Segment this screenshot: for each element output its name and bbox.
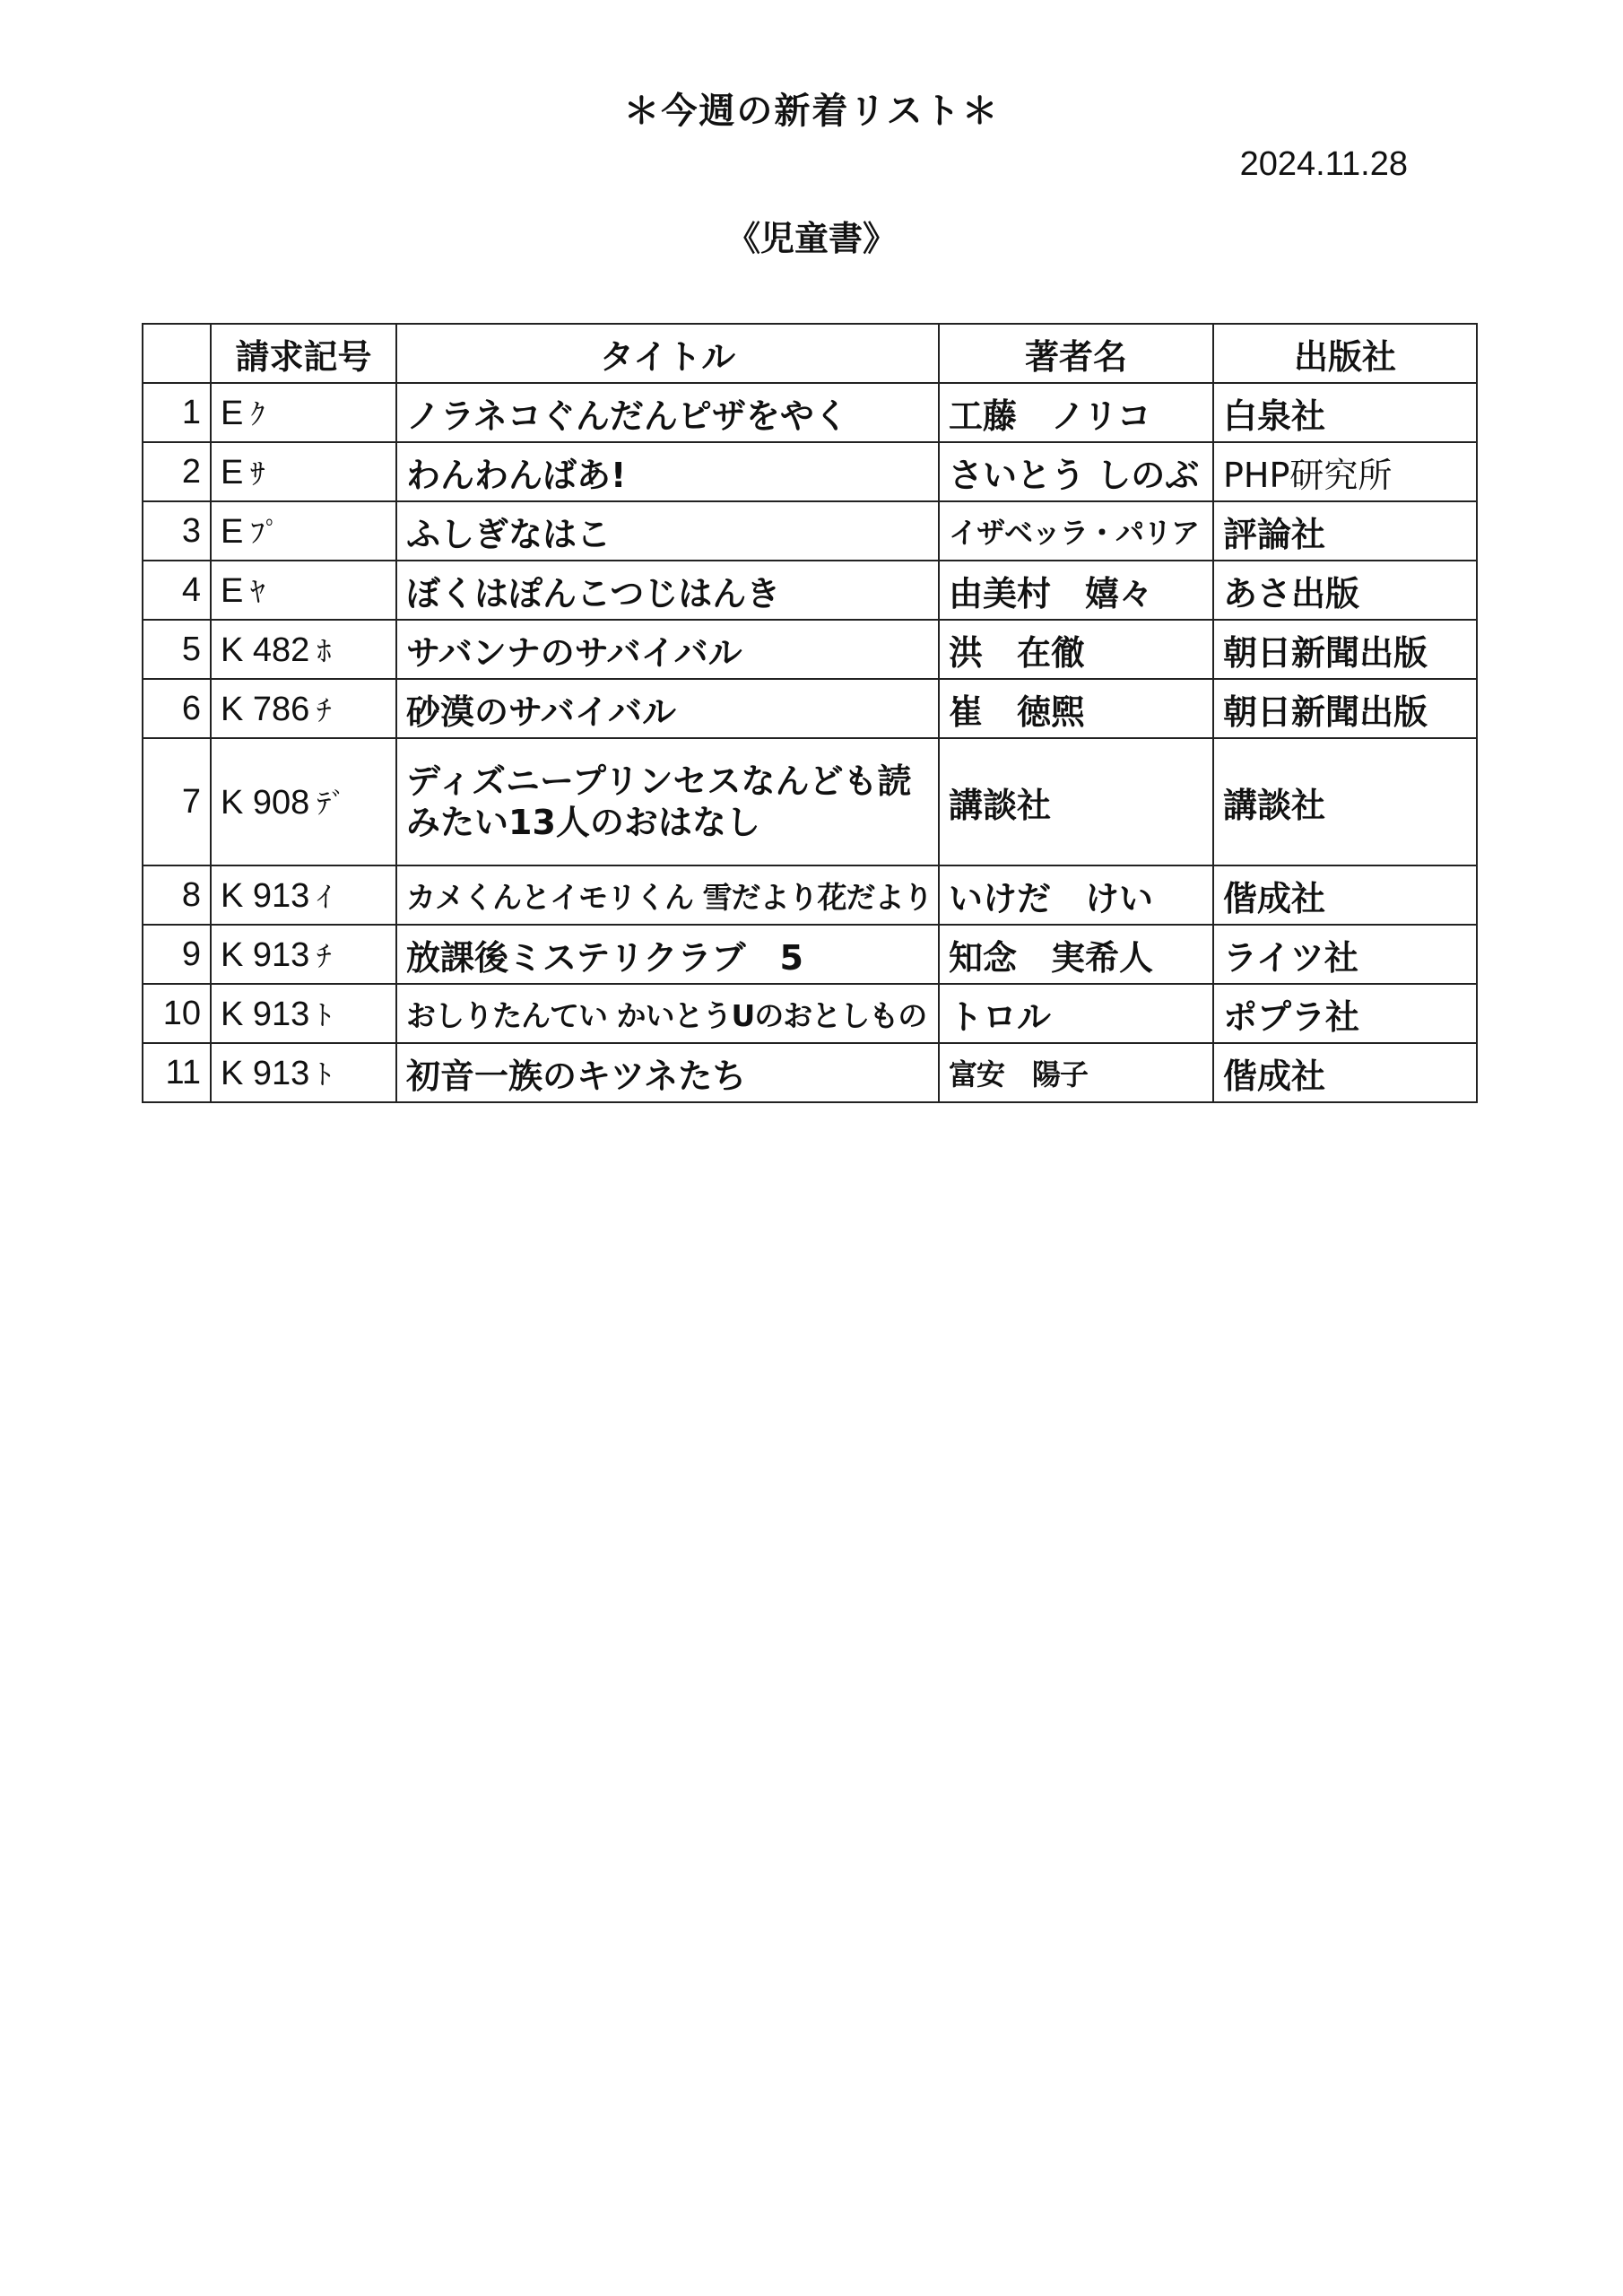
book-title: ふしぎなはこ: [396, 501, 939, 561]
book-author: 崔 徳煕: [939, 679, 1213, 738]
book-author: 洪 在徹: [939, 620, 1213, 679]
row-number: 7: [143, 738, 211, 865]
book-publisher: 白泉社: [1213, 383, 1477, 442]
book-author: 講談社: [939, 738, 1213, 865]
call-class: E: [221, 454, 244, 491]
row-number: 1: [143, 383, 211, 442]
book-title: 放課後ミステリクラブ 5: [396, 925, 939, 984]
call-class: K 786: [221, 691, 310, 728]
column-header-title: タイトル: [396, 324, 939, 383]
call-kana: ﾁ: [317, 939, 332, 973]
call-number: [211, 561, 396, 620]
table-row: [143, 738, 1477, 865]
book-title: おしりたんてい かいとうUのおとしもの: [396, 984, 939, 1043]
call-number: [211, 865, 396, 925]
call-kana: ｲ: [317, 880, 332, 914]
call-class: K 913: [221, 1055, 310, 1092]
book-title: ディズニープリンセスなんども読みたい13人のおはなし: [396, 738, 939, 865]
book-author: 知念 実希人: [939, 925, 1213, 984]
call-number: [211, 679, 396, 738]
row-number: 2: [143, 442, 211, 501]
column-header-author: 著者名: [939, 324, 1213, 383]
book-author: 富安 陽子: [939, 1043, 1213, 1102]
row-number: 6: [143, 679, 211, 738]
column-header-number: [143, 324, 211, 383]
call-number: [211, 738, 396, 865]
call-number: [211, 925, 396, 984]
book-title: カメくんとイモリくん 雪だより花だより: [396, 865, 939, 925]
table-row: [143, 865, 1477, 925]
call-class: K 908: [221, 784, 310, 822]
book-title: ぼくはぽんこつじはんき: [396, 561, 939, 620]
book-author: 由美村 嬉々: [939, 561, 1213, 620]
table-row: [143, 561, 1477, 620]
row-number: 11: [143, 1043, 211, 1102]
book-title: ノラネコぐんだんピザをやく: [396, 383, 939, 442]
new-books-table: [142, 323, 1478, 1103]
call-class: K 913: [221, 936, 310, 974]
call-number: [211, 383, 396, 442]
book-publisher: PHP研究所: [1213, 442, 1477, 501]
page-title: ＊今週の新着リスト＊: [623, 91, 1000, 132]
column-header-call-number: 請求記号: [211, 324, 396, 383]
book-author: さいとう しのぶ: [939, 442, 1213, 501]
call-number: [211, 1043, 396, 1102]
call-kana: ｸ: [250, 397, 265, 431]
call-kana: ﾄ: [317, 998, 332, 1032]
book-title: 初音一族のキツネたち: [396, 1043, 939, 1102]
book-author: 工藤 ノリコ: [939, 383, 1213, 442]
call-number: [211, 501, 396, 561]
call-class: K 482: [221, 631, 310, 669]
book-author: トロル: [939, 984, 1213, 1043]
book-publisher: 朝日新聞出版: [1213, 679, 1477, 738]
call-kana: ｻ: [250, 457, 265, 491]
book-publisher: 講談社: [1213, 738, 1477, 865]
call-class: K 913: [221, 877, 310, 915]
call-class: E: [221, 395, 244, 432]
table-row: [143, 620, 1477, 679]
call-kana: ﾔ: [250, 575, 265, 609]
row-number: 10: [143, 984, 211, 1043]
call-class: E: [221, 513, 244, 551]
book-title: サバンナのサバイバル: [396, 620, 939, 679]
list-date: 2024.11.28: [1239, 145, 1408, 183]
table-row: [143, 442, 1477, 501]
book-publisher: 偕成社: [1213, 865, 1477, 925]
call-number: [211, 442, 396, 501]
row-number: 8: [143, 865, 211, 925]
book-title: わんわんばあ!: [396, 442, 939, 501]
book-title: 砂漠のサバイバル: [396, 679, 939, 738]
table-row: [143, 383, 1477, 442]
table-row: [143, 925, 1477, 984]
book-author: イザベッラ・パリア: [939, 501, 1213, 561]
call-kana: ﾄ: [317, 1057, 332, 1091]
book-publisher: 偕成社: [1213, 1043, 1477, 1102]
book-publisher: あさ出版: [1213, 561, 1477, 620]
book-publisher: 朝日新聞出版: [1213, 620, 1477, 679]
table-row: [143, 1043, 1477, 1102]
call-class: K 913: [221, 996, 310, 1033]
table-row: [143, 679, 1477, 738]
table-header-row: [143, 324, 1477, 383]
row-number: 3: [143, 501, 211, 561]
column-header-publisher: 出版社: [1213, 324, 1477, 383]
book-publisher: 評論社: [1213, 501, 1477, 561]
call-kana: ﾌﾟ: [250, 516, 280, 550]
row-number: 9: [143, 925, 211, 984]
table-row: [143, 501, 1477, 561]
book-author: いけだ けい: [939, 865, 1213, 925]
row-number: 5: [143, 620, 211, 679]
call-kana: ﾎ: [317, 634, 332, 668]
book-publisher: ポプラ社: [1213, 984, 1477, 1043]
call-kana: ﾁ: [317, 693, 332, 727]
row-number: 4: [143, 561, 211, 620]
call-kana: ﾃﾞ: [317, 787, 346, 821]
call-number: [211, 984, 396, 1043]
call-number: [211, 620, 396, 679]
book-publisher: ライツ社: [1213, 925, 1477, 984]
category-heading: 《児童書》: [725, 219, 897, 258]
table-row: [143, 984, 1477, 1043]
call-class: E: [221, 572, 244, 610]
